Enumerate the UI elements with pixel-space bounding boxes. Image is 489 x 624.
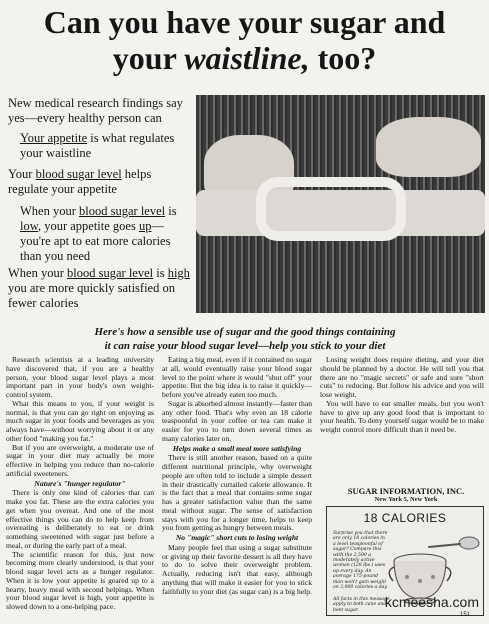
waist-photo: [196, 95, 485, 313]
right-hand: [376, 117, 481, 177]
claim-high-u2: high: [167, 266, 190, 280]
claim-blood-sugar-rest: helps regulate your appetite: [8, 167, 152, 196]
col1-paragraph: There is only one kind of calories that can make you fat. These are the extra calories you get when you overeat. And one of the most effective things you can do to help keep from overeating is deliberately to eat or drink something sweetened with sugar just before a meal, or during the early part of a meal.: [6, 488, 154, 550]
claim-low-b: , your appetite goes: [37, 219, 139, 233]
claim-appetite: [20, 131, 190, 161]
col2-subheading: Helps make a small meal more satisfying: [172, 443, 302, 453]
claim-blood-sugar-pre: Your: [8, 167, 36, 181]
claim-low: [20, 204, 192, 264]
col3-paragraph: You will have to eat smaller meals, but you won't have to give up any good food that is important to your health. To deny yourself sugar would be to make weight control more difficult than it need be.: [320, 398, 484, 434]
col2-paragraph: There is still another reason, based on a quite different nutritional principle, why overweight people are often told to include a simple dessert in their drastically curtailed calorie allowance. It is the fact that a meal that contains some sugar has a greater satisfaction value than the same meal without sugar. The sense of satisfaction stays with you for a longer time, helps to keep you from getting as hungry between meals.: [162, 453, 312, 533]
claim-low-a: When your: [20, 204, 80, 218]
claim-low-u3: up: [138, 219, 152, 233]
claim-blood-sugar: [8, 167, 190, 197]
headline-line1: Can you have your sugar and: [43, 4, 446, 40]
col2-subheading: No "magic" short cuts to losing weight: [175, 533, 299, 542]
claim-appetite-rest: is what regulates your waistline: [20, 131, 175, 160]
subhead-line1: Here's how a sensible use of sugar and the good things containing: [94, 326, 396, 338]
col1-subheading: Nature's "hunger regulator": [34, 478, 126, 488]
col2-paragraph: Many people feel that using a sugar substitute or giving up their favorite dessert is all they have to do to solve their overweight problem. Actually, reducing isn't that easy, although anything that will make it easier for you to stick faithfully to your diet (as sugar can) is a big help.: [162, 542, 312, 596]
advertiser-city: New York 5, New York: [374, 496, 438, 503]
claim-low-m: is: [165, 204, 177, 218]
claim-low-u2: low: [20, 219, 38, 233]
col1-paragraph: What this means to you, if your weight is normal, is that you can go right on enjoying as much sugar in your foods and beverages as you always have—without worrying about it or any other food "making you fat.": [6, 398, 154, 443]
claim-low-u1: blood sugar level: [79, 204, 166, 218]
subhead-line2: it can raise your blood sugar level—help you stick to your diet: [104, 340, 386, 352]
claim-high-u1: blood sugar level: [67, 266, 154, 280]
belt-buckle: [256, 177, 406, 241]
col1-paragraph: Research scientists at a leading university have discovered that, if you are a healthy person, your blood sugar level plays a most important part in your body's own weight-control system.: [6, 355, 154, 399]
callout-footer: All facts in this message apply to both cane and beet sugar.: [333, 597, 390, 613]
body-column-2: [162, 356, 312, 596]
advertiser-name: SUGAR INFORMATION, INC.: [347, 486, 465, 496]
headline-line2-post: too?: [309, 40, 377, 76]
callout-title: 18 CALORIES: [363, 511, 447, 525]
col2-paragraph: Eating a big meal, even if it contained no sugar at all, would eventually raise your blood sugar level to the point where it would "shut off" your appetite. But the big idea is to raise it quickly—before you've already eaten too much.: [162, 355, 312, 399]
body-column-3: [320, 356, 484, 435]
claim-high-m: is: [153, 266, 168, 280]
claim-research: New medical research findings say yes—every healthy person can: [8, 96, 183, 125]
col1-paragraph: The scientific reason for this, just now becoming more clearly understood, is that your blood sugar level acts as a hunger regulator. When it is low your appetite is geared up to a hearty, heavy meal with second helpings. When your blood sugar level is high, your appetite is slowed down to a one-helping pace.: [6, 549, 154, 611]
claim-high-a: When your: [8, 266, 68, 280]
callout-description: Surprise you that there are only 18 calories in a level teaspoonful of sugar? Compare this with the 2,500 a moderately active woman (128 lbs.) uses up every day. An average 175-pound man won't gain weight on 3,000 calories a day.: [333, 531, 388, 591]
headline: [0, 4, 489, 76]
page-number: 151: [460, 612, 471, 618]
watermark-site: kcmeesha.com: [384, 594, 479, 610]
col3-paragraph: Losing weight does require dieting, and your diet should be planned by a doctor. He will tell you that there are no "magic secrets" or safe and sure "short cuts" to reducing. But follow his advice and you will lose weight.: [320, 355, 484, 399]
claim-appetite-underline: Your appetite: [20, 131, 88, 145]
headline-line2-italic: waistline,: [184, 40, 310, 76]
claim-low-c: —you're apt to eat more calories than you need: [20, 219, 171, 263]
claim-blood-sugar-underline: blood sugar level: [35, 167, 122, 181]
body-column-1: [6, 356, 154, 612]
advertiser-signature: [326, 486, 486, 503]
col2-paragraph: Sugar is absorbed almost instantly—faster than any other food. That's why even an 18 calorie teaspoonful in your coffee or tea can make it easier for you to turn down several times as many calories later on.: [162, 398, 312, 443]
claim-high: [8, 266, 190, 311]
claim-high-b: you are more quickly satisfied on fewer calories: [8, 281, 175, 310]
headline-line2-pre: your: [112, 40, 185, 76]
col1-paragraph: But if you are overweight, a moderate use of sugar in your diet may actually be more effective in helping you reduce than no-calorie artificial sweeteners.: [6, 442, 154, 478]
subhead: [30, 325, 460, 353]
